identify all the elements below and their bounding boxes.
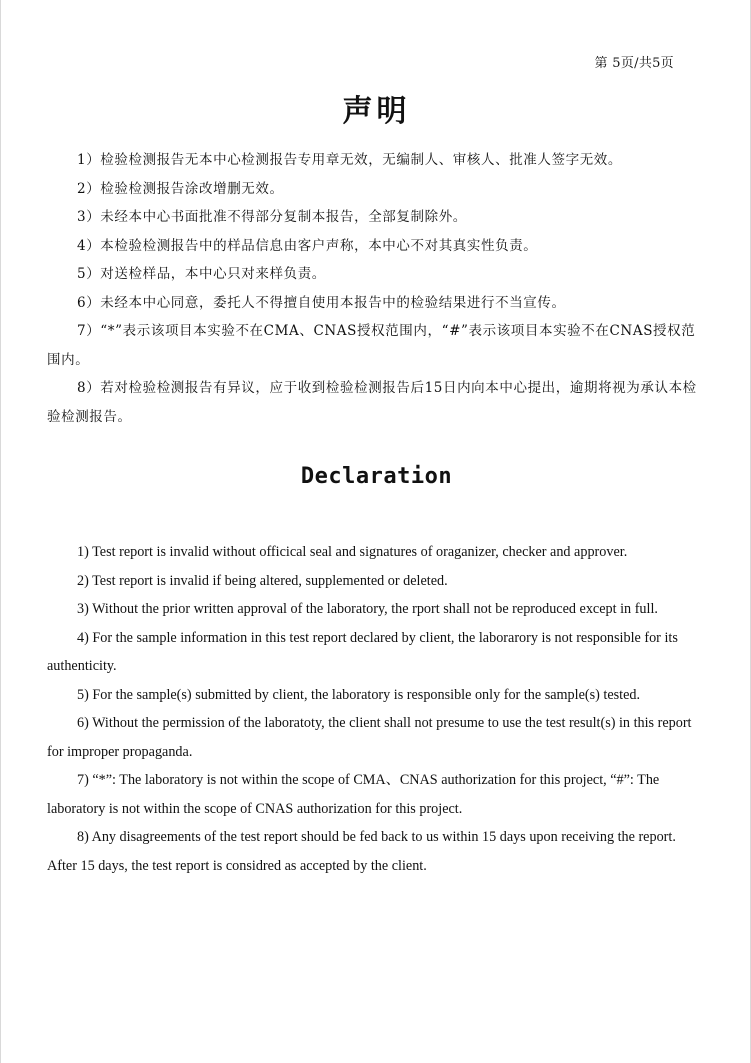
declaration-item-cn-7: 7）“*”表示该项目本实验不在CMA、CNAS授权范围内，“#”表示该项目本实验不在CNAS授权范围内。 <box>47 323 696 368</box>
declaration-item-cn-4: 4）本检验检测报告中的样品信息由客户声称，本中心不对其真实性负责。 <box>77 237 538 254</box>
declaration-item-cn-1: 1）检验检测报告无本中心检测报告专用章无效，无编制人、审核人、批准人签字无效。 <box>77 152 622 168</box>
declaration-title-en: Declaration <box>300 464 453 489</box>
declaration-item-cn-3: 3）未经本中心书面批准不得部分复制本报告，全部复制除外。 <box>77 209 467 225</box>
declaration-item-cn-8: 8）若对检验检测报告有异议，应于收到检验检测报告后15日内向本中心提出，逾期将视为承认本检验检测报告。 <box>47 380 697 425</box>
declaration-item-en-5: 5) For the sample(s) submitted by client, the laboratory is responsible only for the sample(s) tested. <box>77 686 641 703</box>
declaration-item-en-2: 2) Test report is invalid if being altered, supplemented or deleted. <box>77 572 448 589</box>
declaration-item-cn-2: 2）检验检测报告涂改增删无效。 <box>77 180 284 197</box>
declaration-item-cn-6: 6）未经本中心同意，委托人不得擅自使用本报告中的检验结果进行不当宣传。 <box>77 294 566 311</box>
declaration-item-en-6: 6) Without the permission of the laboratoty, the client shall not presume to use the test result(s) in this report for improper propaganda. <box>47 715 692 760</box>
declaration-item-en-1: 1) Test report is invalid without officical seal and signatures of oraganizer, checker and approver. <box>77 544 628 560</box>
declaration-list-en <box>47 538 707 880</box>
declaration-title-cn: 声明 <box>342 94 411 129</box>
declaration-item-en-7: 7) “*”: The laboratory is not within the scope of CMA、CNAS authorization for this project, “#”: The laboratory is not within the scope of CNAS authorization for this project. <box>47 772 660 817</box>
declaration-item-en-4: 4) For the sample information in this test report declared by client, the laborarory is not responsible for its authenticity. <box>47 629 678 674</box>
declaration-list-cn <box>47 146 707 431</box>
declaration-item-en-3: 3) Without the prior written approval of the laboratory, the rport shall not be reproduced except in full. <box>77 601 658 617</box>
declaration-item-en-8: 8) Any disagreements of the test report should be fed back to us within 15 days upon receiving the report. After 15 days, the test report is considred as accepted by the client. <box>47 829 676 874</box>
page-number: 第 5页/共5页 <box>594 56 674 71</box>
declaration-item-cn-5: 5）对送检样品，本中心只对来样负责。 <box>77 266 326 282</box>
